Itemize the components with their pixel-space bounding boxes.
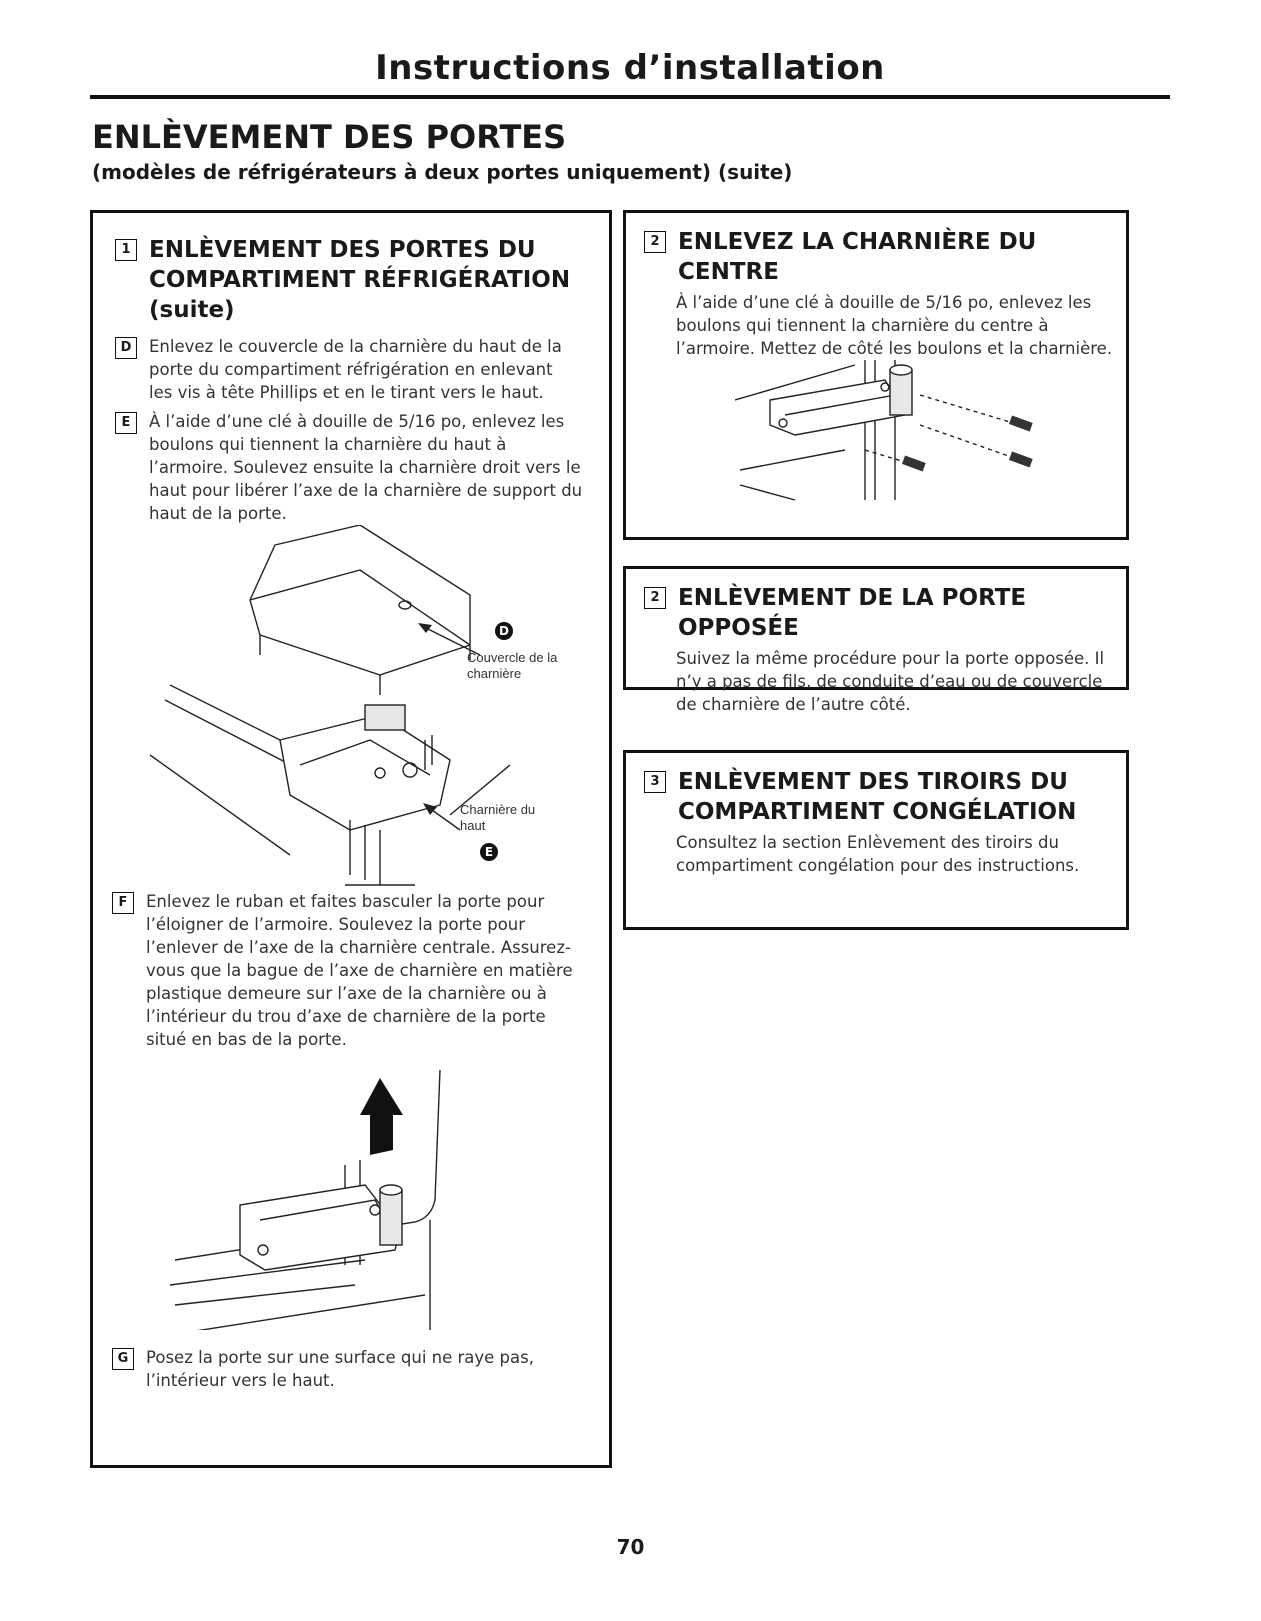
step-number-badge: 2 bbox=[644, 231, 666, 253]
step-number-badge: 1 bbox=[115, 239, 137, 261]
left-box-title-line1: ENLÈVEMENT DES PORTES DU bbox=[149, 237, 536, 263]
step-e-text: À l’aide d’une clé à douille de 5/16 po, enlevez les boulons qui tiennent la charnière du haut à l’armoire. Soulevez ensuite la charnière droit vers le haut pour libérer l’axe de la charnière de support du haut de la porte. bbox=[149, 412, 583, 523]
freezer-drawers-box bbox=[623, 750, 1129, 930]
step-letter-badge: D bbox=[115, 337, 137, 359]
freezer-drawers-title-line2: COMPARTIMENT CONGÉLATION bbox=[678, 799, 1077, 825]
center-hinge-text: À l’aide d’une clé à douille de 5/16 po, enlevez les boulons qui tiennent la charnière du centre à l’armoire. Mettez de côté les boulons et la charnière. bbox=[676, 293, 1113, 358]
page-number: 70 bbox=[616, 1535, 645, 1559]
callout-e: E bbox=[480, 843, 498, 861]
freezer-drawers-title-line1: ENLÈVEMENT DES TIROIRS DU bbox=[678, 769, 1068, 795]
door-lift-diagram bbox=[165, 1070, 465, 1330]
step-g bbox=[112, 1346, 586, 1392]
header-rule bbox=[90, 95, 1170, 99]
step-letter-badge: E bbox=[115, 412, 137, 434]
step-e bbox=[115, 410, 589, 525]
center-hinge-diagram bbox=[735, 355, 1095, 515]
center-hinge-title: ENLEVEZ LA CHARNIÈRE DU CENTRE bbox=[678, 229, 1037, 285]
step-letter-badge: F bbox=[112, 892, 134, 914]
opposite-door-text: Suivez la même procédure pour la porte opposée. Il n’y a pas de fils, de conduite d’eau ou de couvercle de charnière de l’autre côté. bbox=[676, 649, 1105, 714]
up-arrow-icon bbox=[360, 1078, 403, 1155]
step-letter-badge: G bbox=[112, 1348, 134, 1370]
step-f-text: Enlevez le ruban et faites basculer la porte pour l’éloigner de l’armoire. Soulevez la porte pour l’enlever de l’axe de la charnière centrale. Assurez-vous que la bague de l’axe de charnière en matière plastique demeure sur l’axe de la charnière ou à l’intérieur du trou d’axe de charnière de la porte situé en bas de la porte. bbox=[146, 892, 573, 1049]
step-number-badge: 3 bbox=[644, 771, 666, 793]
section-title: ENLÈVEMENT DES PORTES bbox=[92, 118, 567, 156]
left-box-title-line2: COMPARTIMENT RÉFRIGÉRATION (suite) bbox=[149, 267, 571, 323]
step-g-text: Posez la porte sur une surface qui ne raye pas, l’intérieur vers le haut. bbox=[146, 1348, 534, 1390]
section-subtitle: (modèles de réfrigérateurs à deux portes uniquement) (suite) bbox=[92, 160, 793, 184]
opposite-door-title: ENLÈVEMENT DE LA PORTE OPPOSÉE bbox=[678, 585, 1027, 641]
top-hinge-diagram bbox=[150, 525, 570, 905]
step-f bbox=[112, 890, 586, 1051]
step-d-text: Enlevez le couvercle de la charnière du haut de la porte du compartiment réfrigération en enlevant les vis à tête Phillips et en le tirant vers le haut. bbox=[149, 337, 562, 402]
freezer-drawers-text: Consultez la section Enlèvement des tiroirs du compartiment congélation pour des instructions. bbox=[676, 833, 1080, 875]
left-box-title bbox=[115, 235, 589, 325]
callout-d: D bbox=[495, 622, 513, 640]
step-number-badge: 2 bbox=[644, 587, 666, 609]
page-header: Instructions d’installation bbox=[375, 48, 885, 88]
label-top-hinge: Charnière du haut bbox=[460, 802, 536, 833]
label-hinge-cover: Couvercle de la charnière bbox=[467, 650, 558, 681]
step-d bbox=[115, 335, 589, 404]
opposite-door-box bbox=[623, 566, 1129, 714]
